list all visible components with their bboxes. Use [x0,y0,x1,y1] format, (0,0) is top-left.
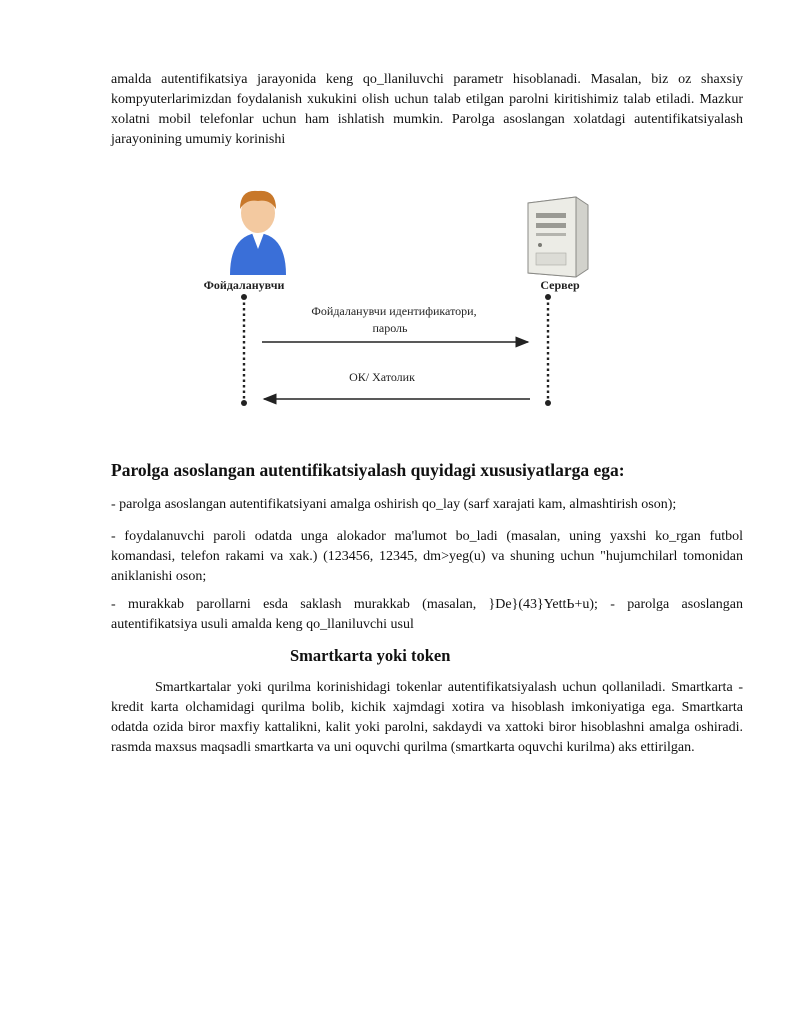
section-heading: Parolga asoslangan autentifikatsiyalash quyidagi xususiyatlarga ega: [111,460,625,480]
bullet-item-3: - murakkab parollarni esda saklash murakkab (masalan, }De}(43}YettЬ+u); - parolga asoslangan autentifikatsiya usuli amalda keng qo_llaniluvchi usul [111,597,743,632]
request-label-line2: пароль [372,321,408,335]
authentication-diagram [190,185,600,415]
user-label: Фойдаланувчи [203,278,285,292]
response-label: ОК/ Хатолик [349,370,415,384]
server-icon [528,197,588,277]
body-paragraph: Smartkartalar yoki qurilma korinishidagi tokenlar autentifikatsiyalash uchun qollaniladi. Smartkarta - kredit karta olchamidagi qurilma bolib, kichik xajmdagi xotira va hisoblash imkoniyatiga ega. Smartkarta odatda ozida biror maxfiy kattalikni, kalit yoki parolni, sakdaydi va xattoki biror hisoblashni amalga oshiradi. rasmda maxsus maqsadli smartkarta va uni oquvchi qurilma (smartkarta oquvchi kurilma) aks ettirilgan. [111,680,743,755]
intro-paragraph: amalda autentifikatsiya jarayonida keng qo_llaniluvchi parametr hisoblanadi. Masalan, biz oz shaxsiy kompyuterlarimizdan foydalanish xukukini olish uchun talab etilgan parolni kiritishimiz talab etiladi. Mazkur xolatni mobil telefonlar uchun ham ishlatish mumkin. Parolga asoslangan xolatdagi autentifikatsiyalash jarayonining umumiy korinishi [111,72,743,147]
user-icon [230,191,286,275]
bullet-item-1: - parolga asoslangan autentifikatsiyani amalga oshirish qo_lay (sarf xarajati kam, almashtirish oson); [111,497,677,512]
server-label: Сервер [540,278,580,292]
subsection-heading: Smartkarta yoki token [290,646,451,665]
bullet-item-2: - foydalanuvchi paroli odatda unga alokador ma'lumot bo_ladi (masalan, uning yaxshi ko_rgan futbol komandasi, telefon rakami va xak.) (123456, 12345, dm>yeg(u) va shuning uchun "hujumchilarl tomonidan aniklanishi oson; [111,529,743,584]
request-label-line1: Фойдаланувчи идентификатори, [311,304,477,318]
